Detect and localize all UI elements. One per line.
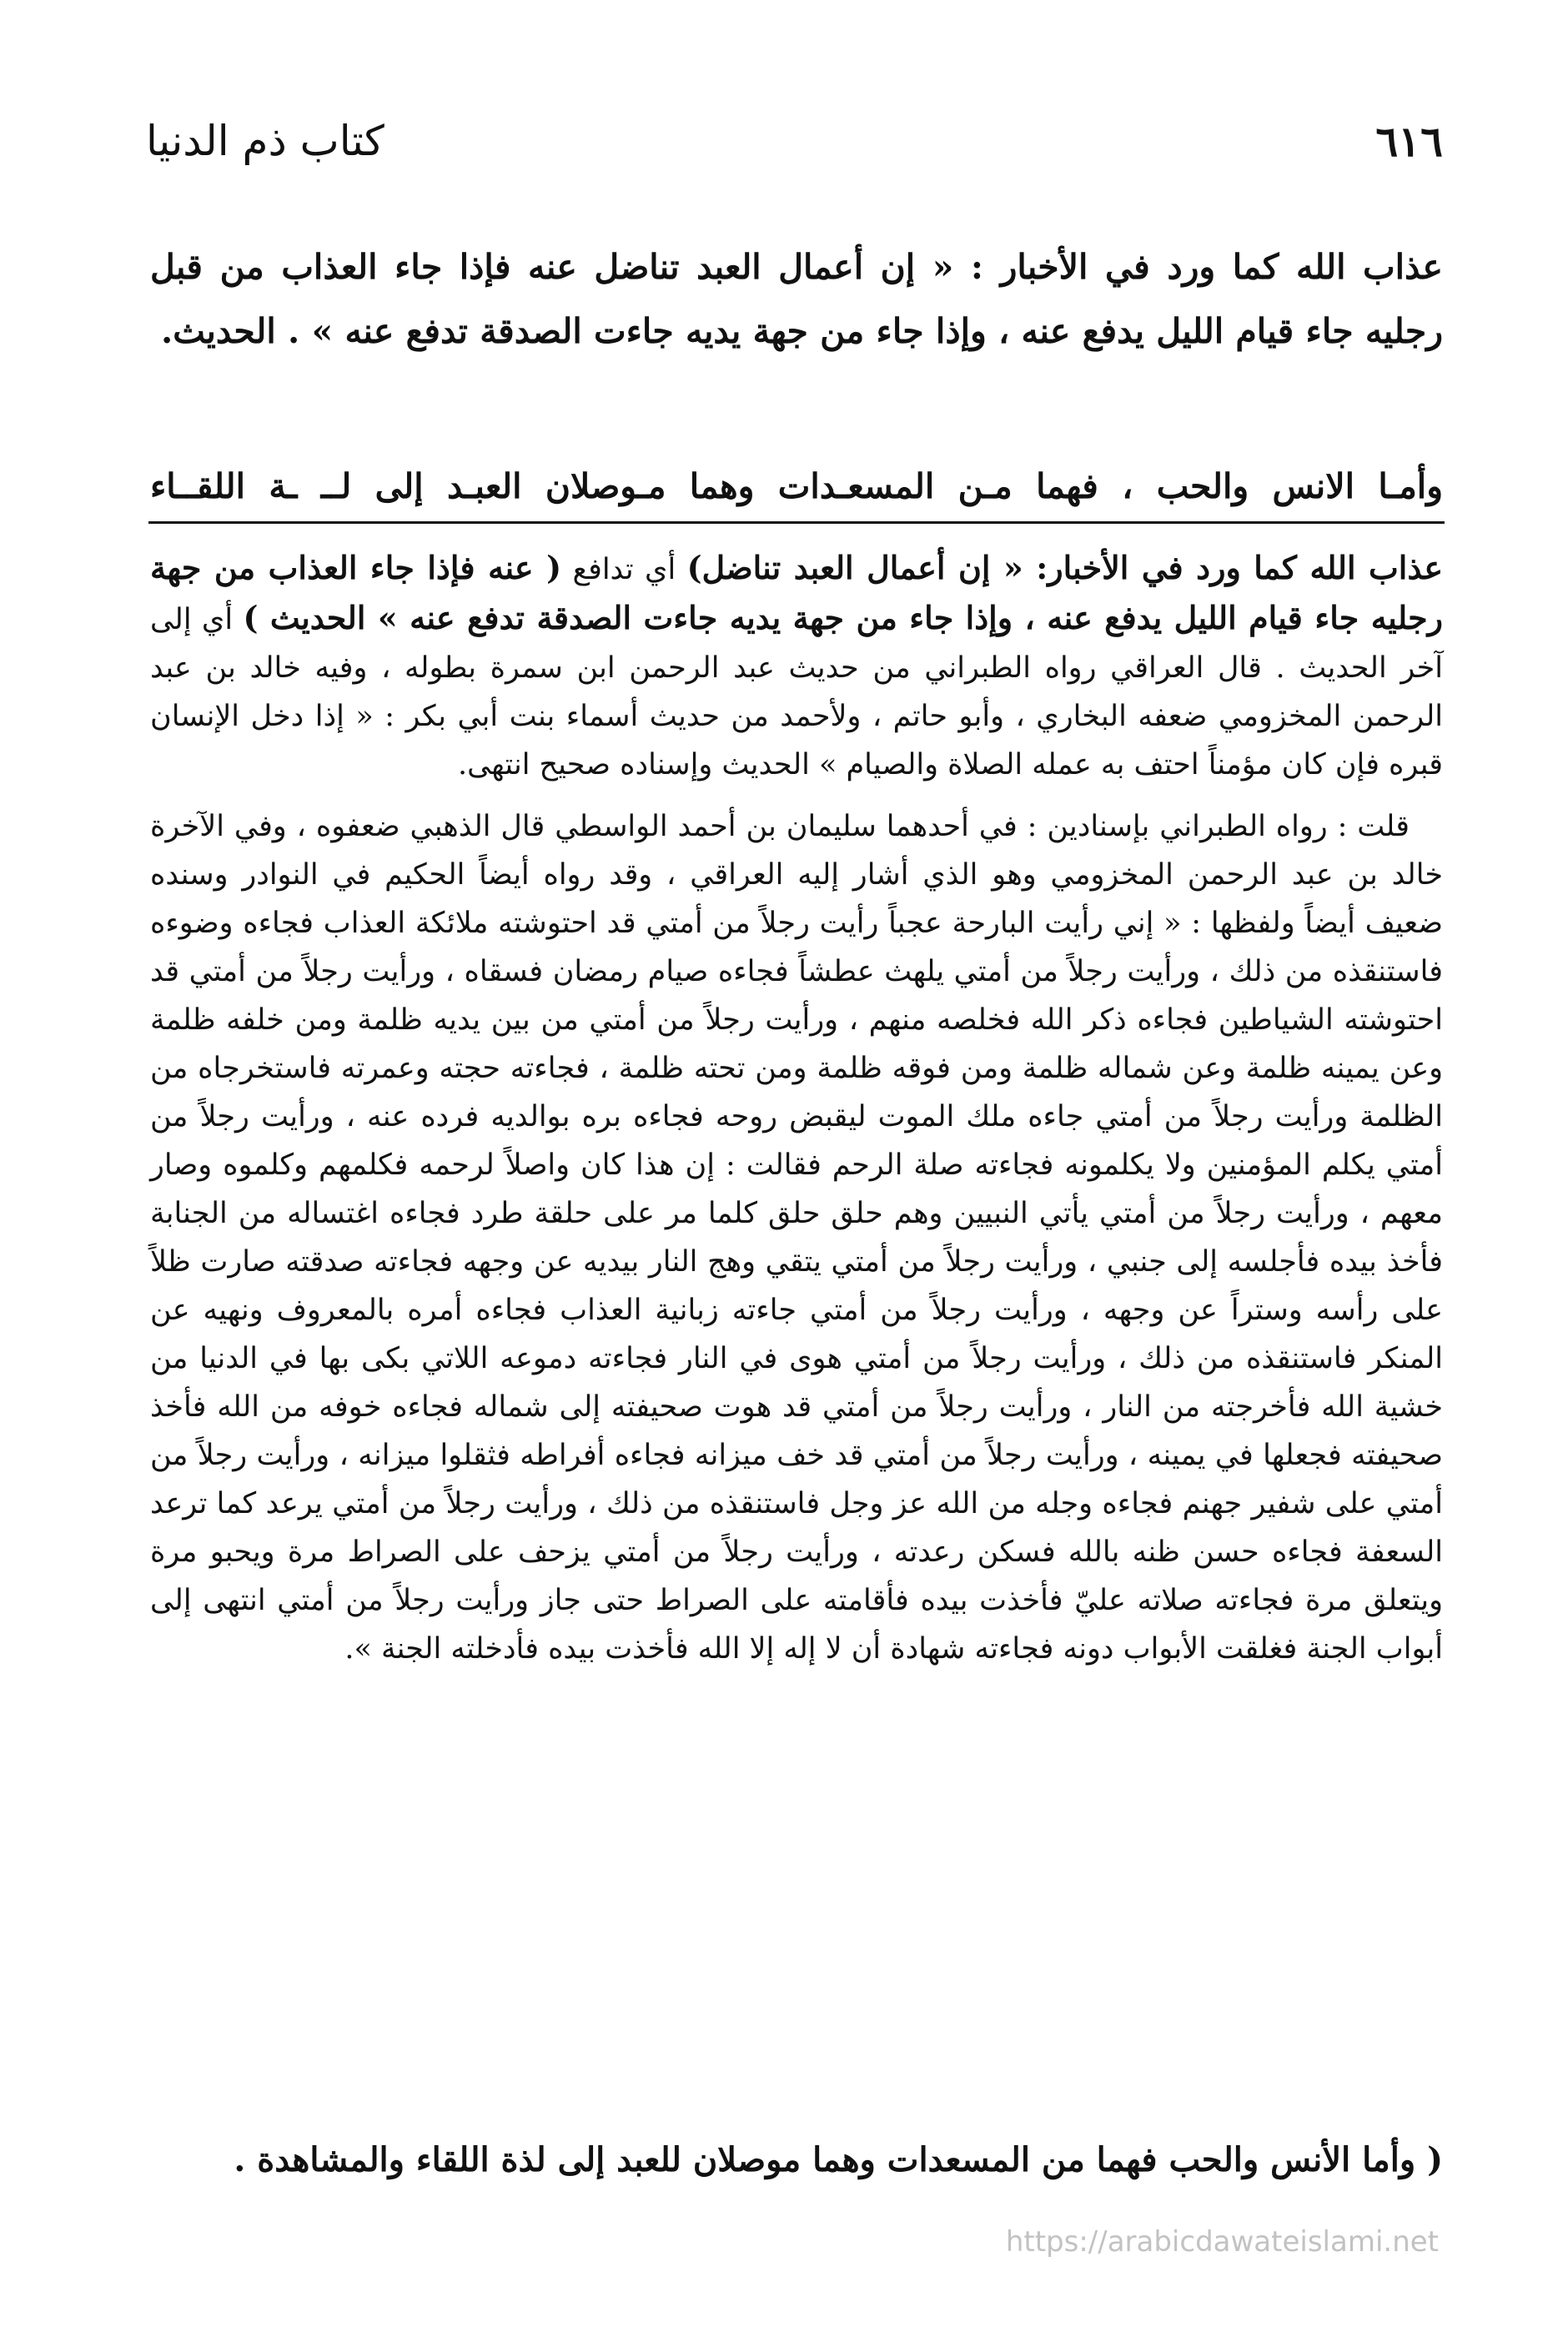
matn-continuation-line: وأمـا الانس والحب ، فهما مـن المسعـدات وهما مـوصلان العبـد إلى لــ ـة اللقــاء xyxy=(150,466,1443,506)
running-header xyxy=(146,117,1443,183)
matn-text xyxy=(150,235,1443,364)
closing-matn-line: ( وأما الأنس والحب فهما من المسعدات وهما موصلان للعبد إلى لذة اللقاء والمشاهدة . xyxy=(234,2140,1443,2179)
section-divider xyxy=(148,521,1445,524)
commentary-paragraph-1 xyxy=(150,544,1443,789)
commentary-text xyxy=(150,544,1443,1686)
book-title: كتاب ذم الدنيا xyxy=(146,117,384,165)
watermark-url: https://arabicdawateislami.net xyxy=(1005,2225,1439,2259)
quoted-matn-bold: عذاب الله كما ورد في الأخبار: « إن أعمال العبد تناضل) xyxy=(686,549,1443,586)
commentary-paragraph-2: قلت : رواه الطبراني بإسنادين : في أحدهما سليمان بن أحمد الواسطي قال الذهبي ضعفوه ، وفي الآخرة خالد بن عبد الرحمن المخزومي وهو الذي أشار إليه العراقي ، وقد رواه أيضاً الحكيم في النوادر وسنده ضعيف أيضاً ولفظها : « إني رأيت البارحة عجباً رأيت رجلاً من أمتي قد احتوشته ملائكة العذاب فجاءه وضوءه فاستنقذه من ذلك ، ورأيت رجلاً من أمتي يلهث عطشاً فجاءه صيام رمضان فسقاه ، ورأيت رجلاً من أمتي قد احتوشته الشياطين فجاءه ذكر الله فخلصه منهم ، ورأيت رجلاً من أمتي من بين يديه ظلمة ومن خلفه ظلمة وعن يمينه ظلمة وعن شماله ظلمة ومن فوقه ظلمة ومن تحته ظلمة ، فجاءته حجته وعمرته فاستخرجاه من الظلمة ورأيت رجلاً من أمتي جاءه ملك الموت ليقبض روحه فجاءه بره بوالديه فرده عنه ، ورأيت رجلاً من أمتي يكلم المؤمنين ولا يكلمونه فجاءته صلة الرحم فقالت : إن هذا كان واصلاً لرحمه فكلمهم وكلموه وصار معهم ، ورأيت رجلاً من أمتي يأتي النبيين وهم حلق حلق كلما مر على حلقة طرد فجاءه اغتساله من الجنابة فأخذ بيده فأجلسه إلى جنبي ، ورأيت رجلاً من أمتي يتقي وهج النار بيديه عن وجهه فجاءته صدقته صارت ظلاً على رأسه وستراً عن وجهه ، ورأيت رجلاً من أمتي جاءته زبانية العذاب فجاءه أمره بالمعروف ونهيه عن المنكر فاستنقذه من ذلك ، ورأيت رجلاً من أمتي هوى في النار فجاءته دموعه اللاتي بكى بها في الدنيا من خشية الله فأخرجته من النار ، ورأيت رجلاً من أمتي قد هوت صحيفته إلى شماله فجاءه خوفه من الله فأخذ صحيفته فجعلها في يمينه ، ورأيت رجلاً من أمتي قد خف ميزانه فجاءه أفراطه فثقلوا ميزانه ، ورأيت رجلاً من أمتي على شفير جهنم فجاءه وجله من الله عز وجل فاستنقذه من ذلك ، ورأيت رجلاً من أمتي يرعد كما ترعد السعفة فجاءه حسن ظنه بالله فسكن رعدته ، ورأيت رجلاً من أمتي يزحف على الصراط مرة ويحبو مرة ويتعلق مرة فجاءته صلاته عليّ فأخذت بيده فأقامته على الصراط حتى جاز ورأيت رجلاً من أمتي انتهى إلى أبواب الجنة فغلقت الأبواب دونه فجاءته شهادة أن لا إله إلا الله فأخذت بيده فأدخلته الجنة ». xyxy=(150,810,1443,1666)
commentary-gloss: أي تدافع xyxy=(561,553,687,586)
page-number: ٦١٦ xyxy=(1375,117,1443,166)
quoted-matn-bold: ( عنه فإذا جاء العذاب من جهة رجليه جاء قيام الليل يدفع عنه ، وإذا جاء من جهة يديه جاءت الصدقة تدفع عنه » الحديث ) xyxy=(150,549,1443,636)
commentary-text-run: أي إلى آخر الحديث . قال العراقي رواه الطبراني من حديث عبد الرحمن ابن سمرة بطوله ، وفيه خالد بن عبد الرحمن المخزومي ضعفه البخاري ، وأبو حاتم ، ولأحمد من حديث أسماء بنت أبي بكر : « إذا دخل الإنسان قبره فإن كان مؤمناً احتف به عمله الصلاة والصيام » الحديث وإسناده صحيح انتهى. xyxy=(150,603,1443,782)
matn-paragraph: عذاب الله كما ورد في الأخبار : « إن أعمال العبد تناضل عنه فإذا جاء العذاب من قبل رجليه جاء قيام الليل يدفع عنه ، وإذا جاء من جهة يديه جاءت الصدقة تدفع عنه » . الحديث. xyxy=(150,247,1443,351)
